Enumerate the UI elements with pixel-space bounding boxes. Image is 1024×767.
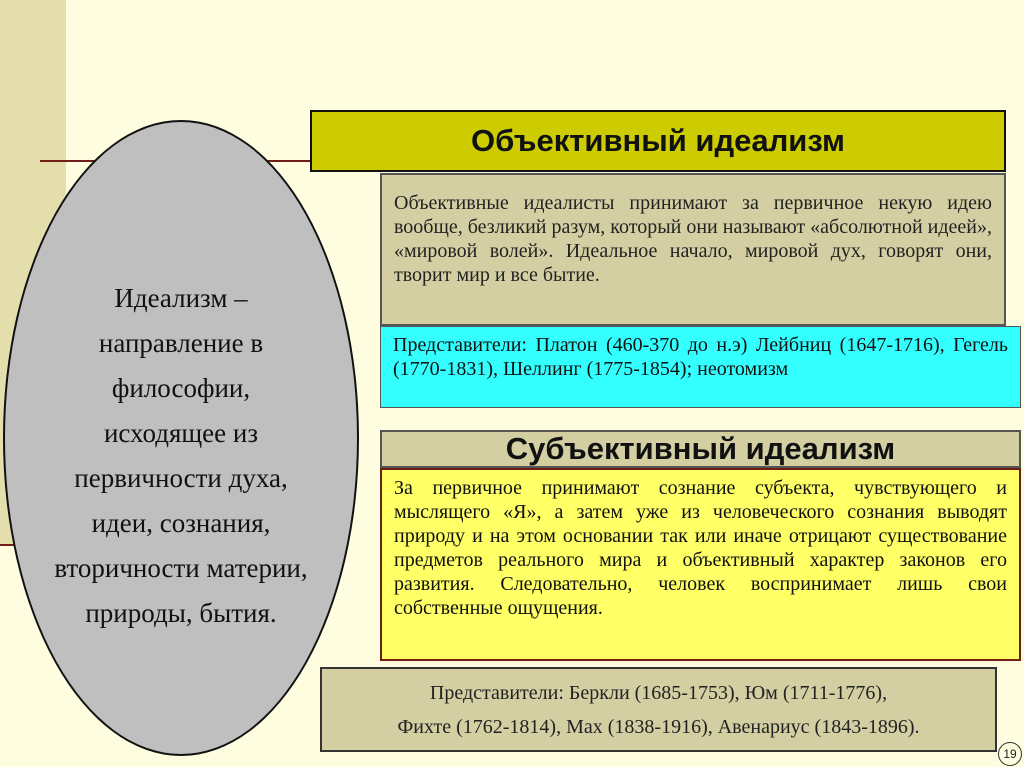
page-number: 19: [998, 742, 1022, 766]
representatives-line-2: Фихте (1762-1814), Мах (1838-1916), Авенариус (1843-1896).: [397, 715, 920, 738]
representatives-line-1: Представители: Беркли (1685-1753), Юм (1711-1776),: [429, 681, 888, 704]
objective-idealism-title: Объективный идеализм: [310, 110, 1006, 172]
idealism-definition-text: Идеализм – направление в философии, исходящее из первичности духа, идеи, сознания, вторичности материи, природы, бытия.: [54, 283, 308, 628]
objective-idealism-description: Объективные идеалисты принимают за первичное некую идею вообще, безликий разум, который они называют «абсолютной идеей», «мировой волей». Идеальное начало, мировой дух, говорят они, творит мир и все бытие.: [380, 173, 1006, 326]
subjective-idealism-representatives: [320, 667, 997, 752]
subjective-idealism-description: За первичное принимают сознание субъекта, чувствующего и мыслящего «Я», а затем уже из человеческого сознания выводят природу и на этом основании так или иначе отрицают существование предметов реального мира и объективный характер законов его развития. Следовательно, человек воспринимает лишь свои собственные ощущения.: [380, 468, 1021, 661]
objective-idealism-representatives: Представители: Платон (460-370 до н.э) Лейбниц (1647-1716), Гегель (1770-1831), Шеллинг (1775-1854); неотомизм: [380, 326, 1021, 408]
subjective-idealism-title: Субъективный идеализм: [380, 430, 1021, 468]
idealism-definition-oval: [3, 120, 359, 756]
